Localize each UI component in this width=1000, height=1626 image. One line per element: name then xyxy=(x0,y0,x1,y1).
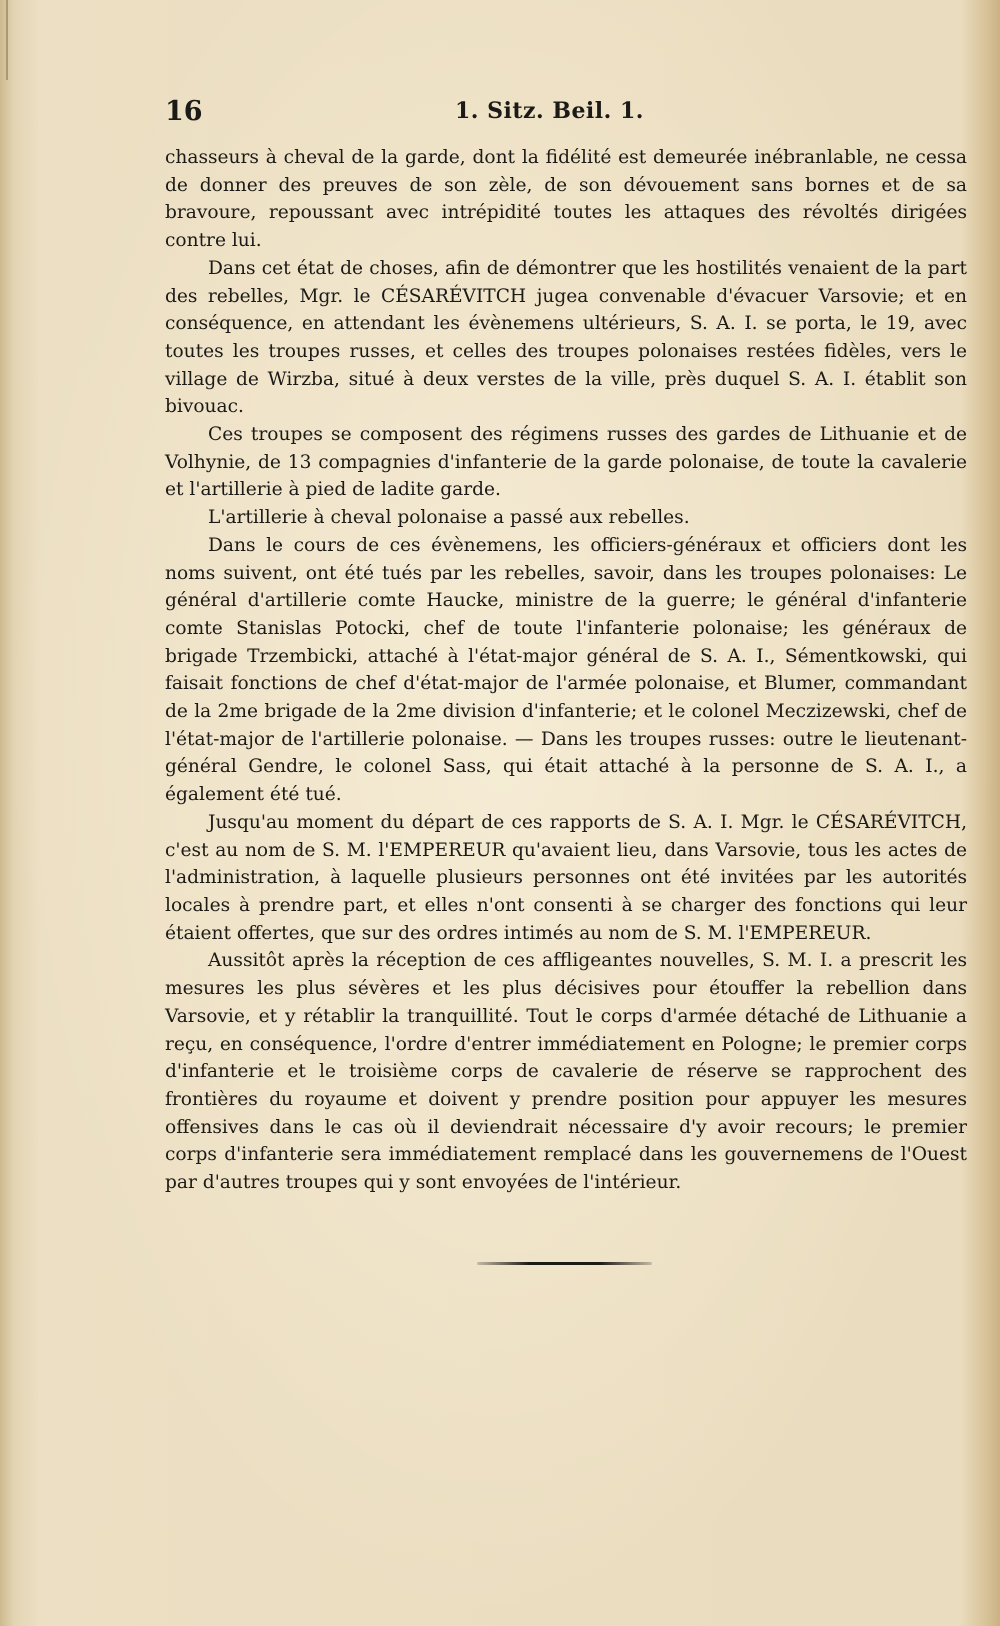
page-number: 16 xyxy=(165,96,203,127)
page-header xyxy=(165,94,967,134)
end-rule xyxy=(477,1262,652,1265)
running-head: 1. Sitz. Beil. 1. xyxy=(455,98,644,124)
paragraph-6: Jusqu'au moment du départ de ces rapports de S. A. I. Mgr. le CÉSARÉVITCH, c'est au nom de S. M. l'EMPEREUR qu'avaient lieu, dans Varsovie, tous les actes de l'administration, à laquelle plusieurs personnes ont été invitées par les autorités locales à prendre part, et elles n'ont consenti à se charger des fonctions qui leur étaient offertes, que sur des ordres intimés au nom de S. M. l'EMPEREUR. xyxy=(165,811,967,944)
paragraph-7: Aussitôt après la réception de ces affligeantes nouvelles, S. M. I. a prescrit les mesures les plus sévères et les plus décisives pour étouffer la rebellion dans Varsovie, et y rétablir la tranquillité. Tout le corps d'armée détaché de Lithuanie a reçu, en conséquence, l'ordre d'entrer immédiatement en Pologne; le premier corps d'infanterie et le troisième corps de cavalerie de réserve se rapprochent des frontières du royaume et doivent y prendre position pour appuyer les mesures offensives dans le cas où il deviendrait nécessaire d'y avoir recours; le premier corps d'infanterie sera immédiatement remplacé dans les gouvernemens de l'Ouest par d'autres troupes qui y sont envoyées de l'intérieur. xyxy=(165,950,967,1194)
paragraph-2: Dans cet état de choses, afin de démontrer que les hostilités venaient de la part des rebelles, Mgr. le CÉSARÉVITCH jugea convenable d'évacuer Varsovie; et en conséquence, en attendant les évènemens ultérieurs, S. A. I. se porta, le 19, avec toutes les troupes russes, et celles des troupes polonaises restées fidèles, vers le village de Wirzba, situé à deux verstes de la ville, près duquel S. A. I. établit son bivouac. xyxy=(165,257,967,418)
paragraph-3: Ces troupes se composent des régimens russes des gardes de Lithuanie et de Volhynie, de 13 compagnies d'infanterie de la garde polonaise, de toute la cavalerie et l'artillerie à pied de ladite garde. xyxy=(165,424,967,501)
paragraph-5: Dans le cours de ces évènemens, les officiers-généraux et officiers dont les noms suivent, ont été tués par les rebelles, savoir, dans les troupes polonaises: Le général d'artillerie comte Haucke, ministre de la guerre; le général d'infanterie comte Stanislas Potocki, chef de toute l'infanterie polonaise; les généraux de brigade Trzembicki, attaché à l'état-major général de S. A. I., Sémentkowski, qui faisait fonctions de chef d'état-major de l'armée polonaise, et Blumer, commandant de la 2me brigade de la 2me division d'infanterie; et le colonel Meczizewski, chef de l'état-major de l'artillerie polonaise. — Dans les troupes russes: outre le lieutenant-général Gendre, le colonel Sass, qui était attaché à la personne de S. A. I., a également été tué. xyxy=(165,534,967,806)
page-edge-shadow xyxy=(6,0,8,80)
paragraph-1: chasseurs à cheval de la garde, dont la fidélité est demeurée inébranlable, ne cessa de donner des preuves de son zèle, de son dévouement sans bornes et de sa bravoure, repoussant avec intrépidité toutes les attaques des révoltés dirigées contre lui. xyxy=(165,147,967,252)
paragraph-4: L'artillerie à cheval polonaise a passé aux rebelles. xyxy=(208,507,690,529)
body-text xyxy=(165,144,967,1197)
